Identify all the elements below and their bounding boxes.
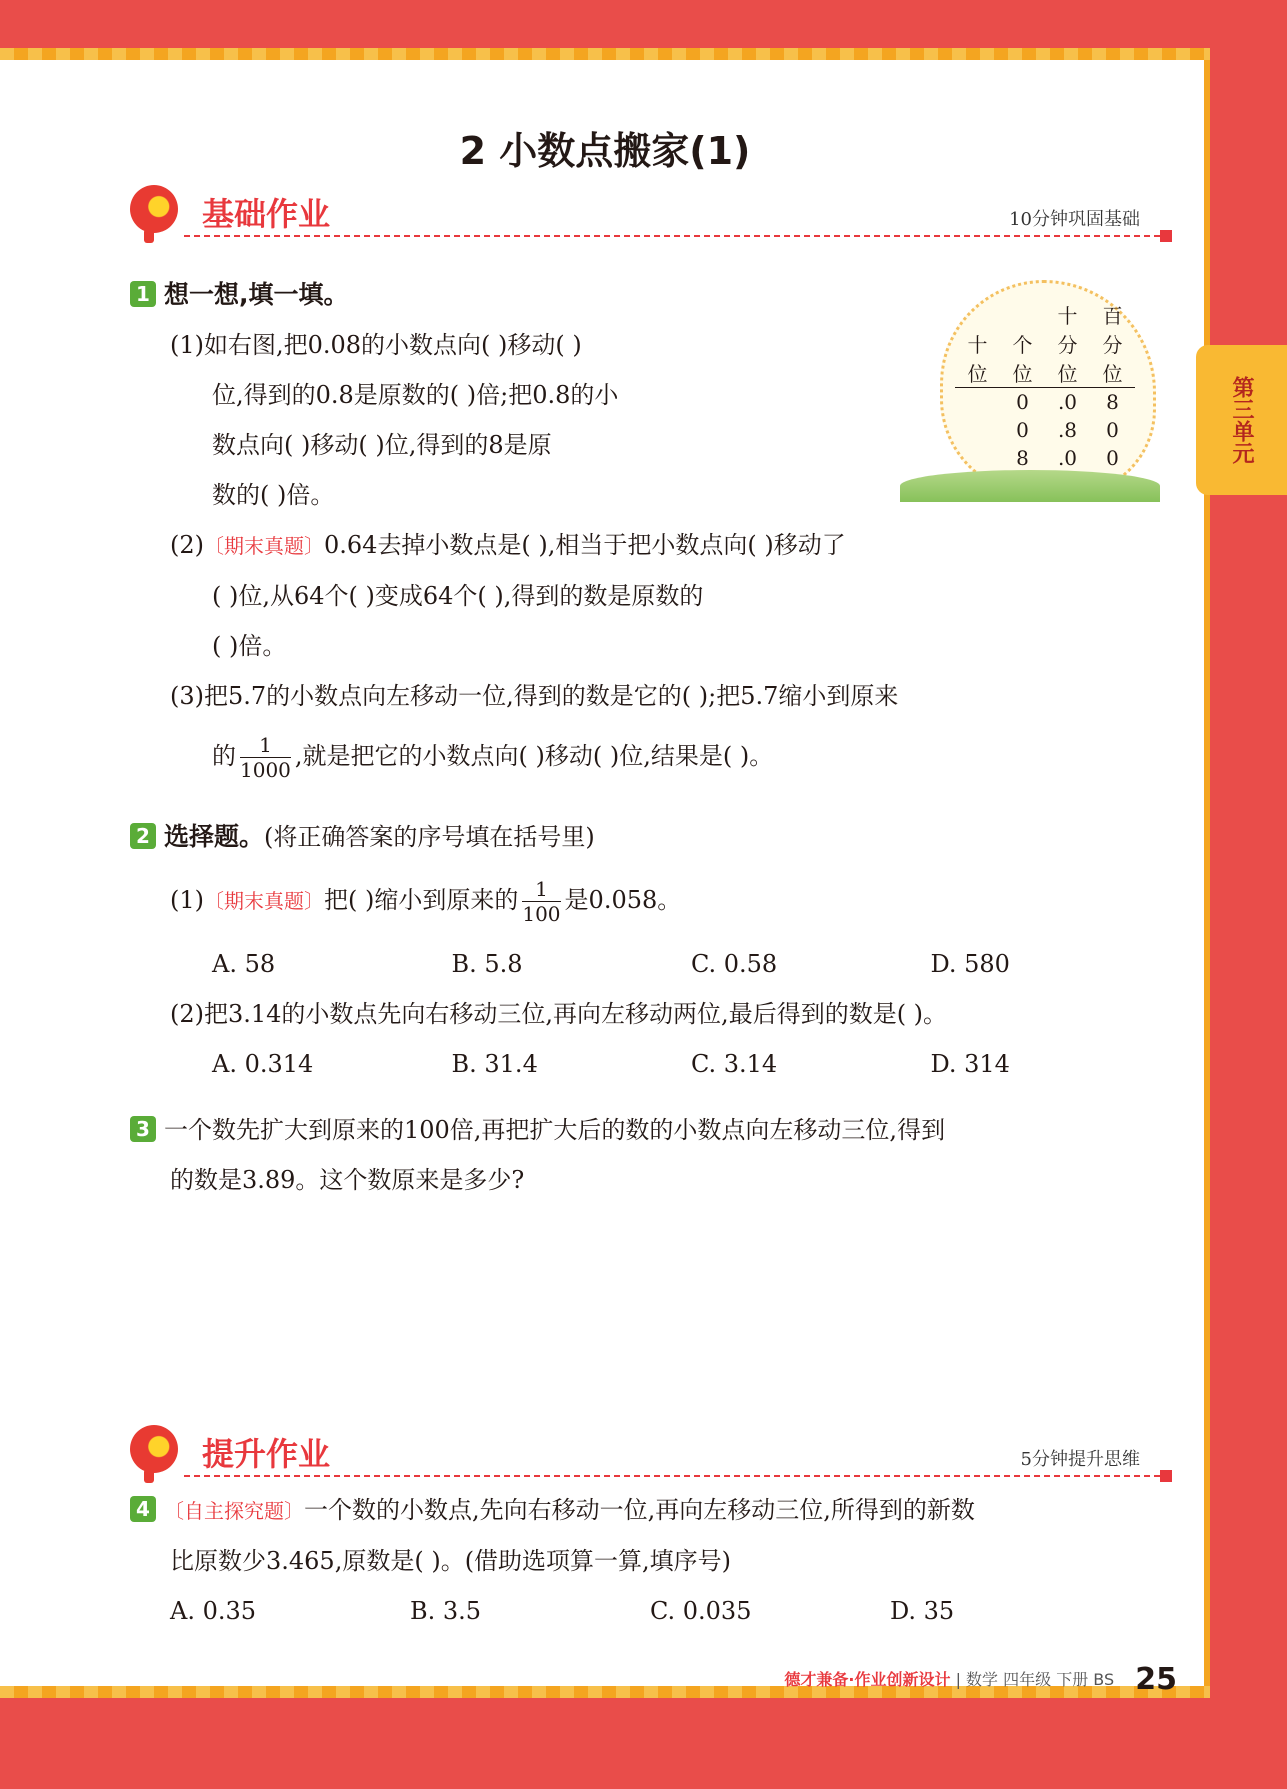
section-basic-note: 10分钟巩固基础 bbox=[1009, 209, 1140, 230]
footer-brand: 德才兼备·作业创新设计 bbox=[784, 1670, 951, 1689]
exam-tag: 〔期末真题〕 bbox=[204, 889, 324, 913]
question-4: 4 〔自主探究题〕一个数的小数点,先向右移动一位,再向左移动三位,所得到的新数 比原数少3.465,原数是( )。(借助选项算一算,填序号) A. 0.35 B. 3.5 C. 0.035 D. 35 bbox=[130, 1485, 1170, 1636]
grass-decoration bbox=[900, 470, 1160, 502]
fraction: $\frac{1}{100}$ bbox=[522, 877, 561, 926]
section-advanced-note: 5分钟提升思维 bbox=[1020, 1449, 1140, 1470]
fraction: $\frac{1}{1000}$ bbox=[240, 733, 291, 782]
choice-options: A. 58 B. 5.8 C. 0.58 D. 580 bbox=[212, 950, 1010, 978]
question-3: 3 一个数先扩大到原来的100倍,再把扩大后的数的小数点向左移动三位,得到 的数是3.89。这个数原来是多少? bbox=[130, 1105, 1170, 1205]
question-2: 2 选择题。(将正确答案的序号填在括号里) (1)〔期末真题〕把( )缩小到原来的 $\frac{1}{100}$ 是0.058。 A. 58 B. 5.8 C. 0.58 D. 580 (2)把3.14的小数点先向右移动三位,再向左移动两位,最后得到的数是( )。 A. 0.314 B. 31.4 C. 3.14 D. 314 bbox=[130, 812, 1170, 1089]
question-number: 4 bbox=[130, 1496, 156, 1522]
section-advanced-title: 提升作业 bbox=[202, 1435, 331, 1473]
question-number: 2 bbox=[130, 823, 156, 849]
page-number: 25 bbox=[1135, 1662, 1177, 1697]
question-1-part-2: (2)〔期末真题〕0.64去掉小数点是( ),相当于把小数点向( )移动了 ( )位,从64个( )变成64个( ),得到的数是原数的 ( )倍。 (3)把5.7的小数点向左移动一位,得到的数是它的( );把5.7缩小到原来 的 $\frac{1}{1000}$ ,就是把它的小数点向( )移动( )位,结果是( )。 bbox=[170, 531, 899, 782]
question-number: 3 bbox=[130, 1116, 156, 1142]
section-basic-header bbox=[130, 185, 1170, 245]
section-divider bbox=[184, 235, 1170, 237]
lightbulb-icon bbox=[130, 1425, 178, 1473]
exam-tag: 〔期末真题〕 bbox=[204, 534, 324, 558]
section-advanced-header bbox=[130, 1425, 1170, 1485]
choice-options: A. 0.35 B. 3.5 C. 0.035 D. 35 bbox=[170, 1597, 955, 1625]
inquiry-tag: 〔自主探究题〕 bbox=[164, 1499, 304, 1523]
question-1: 1 想一想,填一填。 (1)如右图,把0.08的小数点向( )移动( ) 位,得到的0.8是原数的( )倍;把0.8的小 数点向( )移动( )位,得到的8是原 数的( )倍。 bbox=[130, 270, 930, 520]
page-footer bbox=[784, 1662, 1177, 1697]
top-wavy-border bbox=[0, 48, 1210, 60]
section-basic-title: 基础作业 bbox=[202, 195, 331, 233]
place-value-table: 十 百 十 个 分 分 位 位 位 位 0 .0 8 0 .8 0 8 .0 0 bbox=[955, 300, 1135, 472]
choice-options: A. 0.314 B. 31.4 C. 3.14 D. 314 bbox=[212, 1050, 1010, 1078]
lightbulb-icon bbox=[130, 185, 178, 233]
unit-tab: 第三单元 bbox=[1196, 345, 1287, 495]
page-title: 2 小数点搬家(1) bbox=[459, 129, 751, 173]
question-number: 1 bbox=[130, 281, 156, 307]
footer-info: | 数学 四年级 下册 BS bbox=[955, 1670, 1115, 1689]
section-divider bbox=[184, 1475, 1170, 1477]
